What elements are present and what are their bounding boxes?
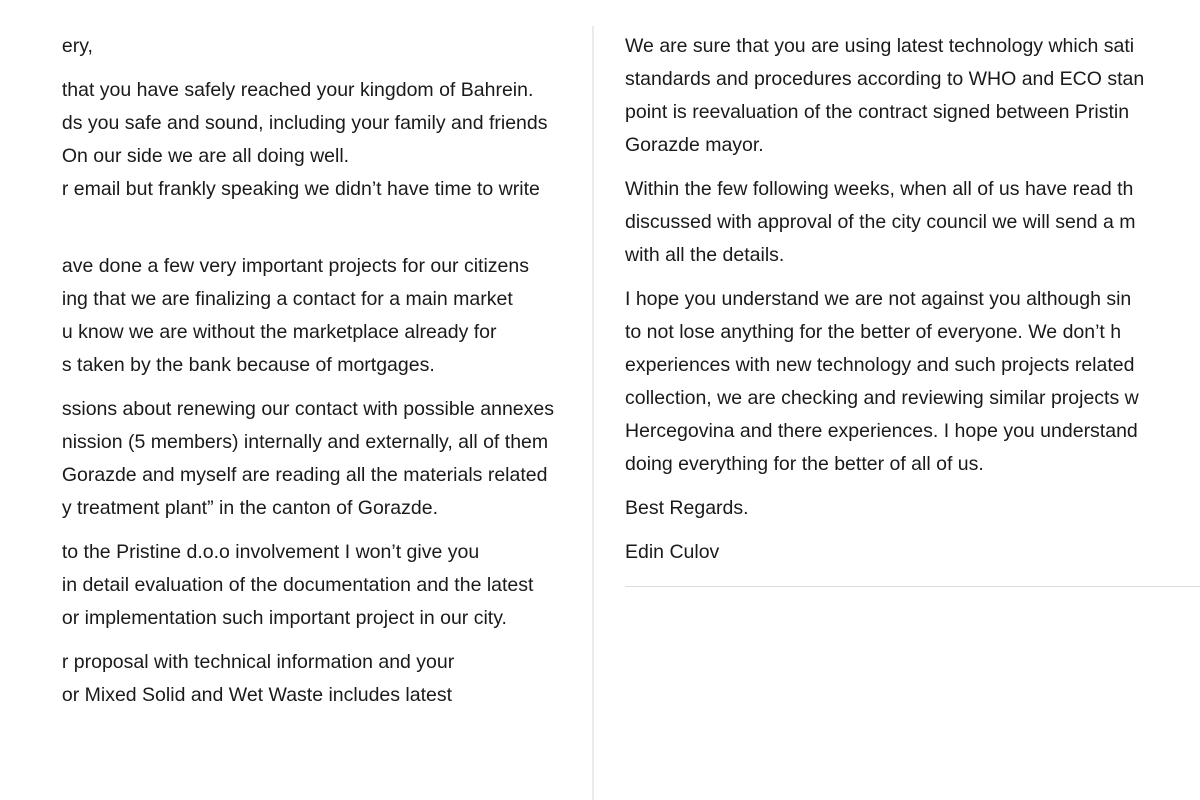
right-page-text [625, 30, 1144, 580]
paragraph-opening [62, 74, 554, 239]
document-page-right [594, 0, 1200, 800]
paragraph-projects [62, 250, 554, 382]
text-line: r proposal with technical information and your [61, 651, 455, 673]
text-line: point is reevaluation of the contract signed between Pristin [625, 101, 1130, 123]
text-line: u know we are without the marketplace already for [61, 321, 497, 343]
text-line: to not lose anything for the better of everyone. We don’t h [625, 321, 1122, 343]
paragraph-involvement [62, 536, 554, 635]
text-line: that you have safely reached your kingdom of Bahrein. [61, 79, 534, 101]
text-line: in detail evaluation of the documentation and the latest [61, 574, 534, 596]
document-page-left [0, 0, 592, 800]
text-line: ing that we are finalizing a contact for a main market [61, 288, 513, 310]
left-page-text [62, 30, 554, 723]
text-line: collection, we are checking and reviewing similar projects w [625, 387, 1139, 409]
text-line: with all the details. [625, 244, 785, 266]
paragraph-understand [625, 283, 1144, 481]
text-line: Best Regards. [625, 497, 749, 519]
blank-line [62, 206, 554, 239]
text-line: On our side we are all doing well. [61, 145, 350, 167]
text-line: s taken by the bank because of mortgages. [61, 354, 435, 376]
text-line: nission (5 members) internally and externally, all of them [61, 431, 549, 453]
text-line: Within the few following weeks, when all of us have read th [625, 178, 1134, 200]
text-line: to the Pristine d.o.o involvement I won’t give you [61, 541, 480, 563]
paragraph-proposal [62, 646, 554, 712]
closing-regards [625, 492, 1144, 525]
paragraph-greeting [62, 30, 554, 63]
text-line: r email but frankly speaking we didn’t have time to write [61, 178, 540, 200]
text-line: Gorazde mayor. [625, 134, 764, 156]
horizontal-rule [625, 586, 1200, 587]
text-line: Hercegovina and there experiences. I hope you understand [625, 420, 1138, 442]
text-line: Gorazde and myself are reading all the materials related [61, 464, 548, 486]
text-line: y treatment plant” in the canton of Gorazde. [61, 497, 438, 519]
text-line: ssions about renewing our contact with possible annexes [61, 398, 554, 420]
paragraph-technology [625, 30, 1144, 162]
text-line: or implementation such important project in our city. [61, 607, 507, 629]
text-line: ave done a few very important projects for our citizens [61, 255, 529, 277]
text-line: experiences with new technology and such projects related [625, 354, 1135, 376]
paragraph-weeks [625, 173, 1144, 272]
text-line: standards and procedures according to WHO and ECO stan [625, 68, 1145, 90]
text-line: or Mixed Solid and Wet Waste includes latest [61, 684, 453, 706]
text-line: ery, [61, 35, 93, 57]
text-line: ds you safe and sound, including your family and friends [61, 112, 548, 134]
text-line: We are sure that you are using latest technology which sati [625, 35, 1135, 57]
text-line: I hope you understand we are not against you although sin [625, 288, 1132, 310]
text-line: doing everything for the better of all of us. [625, 453, 984, 475]
text-line: Edin Culov [625, 541, 720, 563]
signature-name [625, 536, 1144, 569]
paragraph-commission [62, 393, 554, 525]
text-line: discussed with approval of the city council we will send a m [625, 211, 1136, 233]
